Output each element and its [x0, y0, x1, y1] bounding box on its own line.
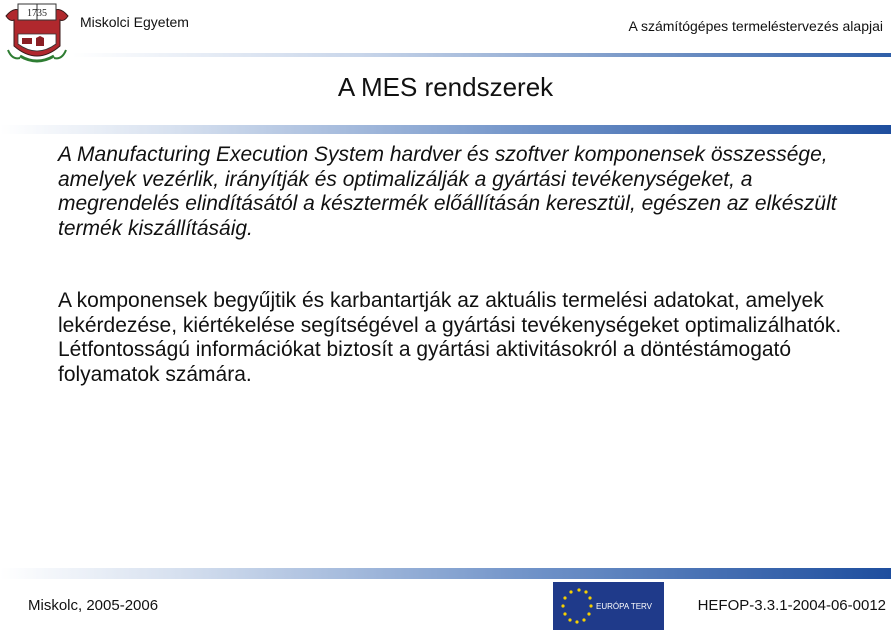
- header-course-title: A számítógépes termeléstervezés alapjai: [628, 18, 883, 34]
- paragraph-definition: A Manufacturing Execution System hardver és szoftver komponensek összessége, amelyek vezérlik, irányítják és optimalizálják a gyártási tevékenységeket, a megrendelés elindításától a késztermék előállításán keresztül, egészen az elkészült termék kiszállításáig.: [58, 143, 837, 240]
- university-crest-logo: [2, 0, 72, 66]
- footer-place-date: Miskolc, 2005-2006: [28, 597, 159, 614]
- paragraph-components: A komponensek begyűjtik és karbantartják az aktuális termelési adatokat, amelyek lekérdezése, kiértékelése segítségével a gyártási tevékenységeket optimalizálhatók. Létfontosságú információkat biztosít a gyártási aktivitásokról a döntéstámogató folyamatok számára.: [58, 289, 842, 386]
- eu-stars-icon: [561, 588, 592, 623]
- europa-terv-logo: [553, 582, 664, 630]
- title-divider: [0, 125, 891, 134]
- slide-title: A MES rendszerek: [337, 72, 554, 102]
- footer-divider: [0, 568, 891, 579]
- crest-year: 1735: [27, 8, 47, 19]
- header-institution: Miskolci Egyetem: [80, 14, 189, 30]
- footer-project-code: HEFOP-3.3.1-2004-06-0012: [697, 597, 886, 614]
- europa-terv-text: EURÓPA TERV: [596, 602, 653, 611]
- header-divider: [72, 53, 891, 57]
